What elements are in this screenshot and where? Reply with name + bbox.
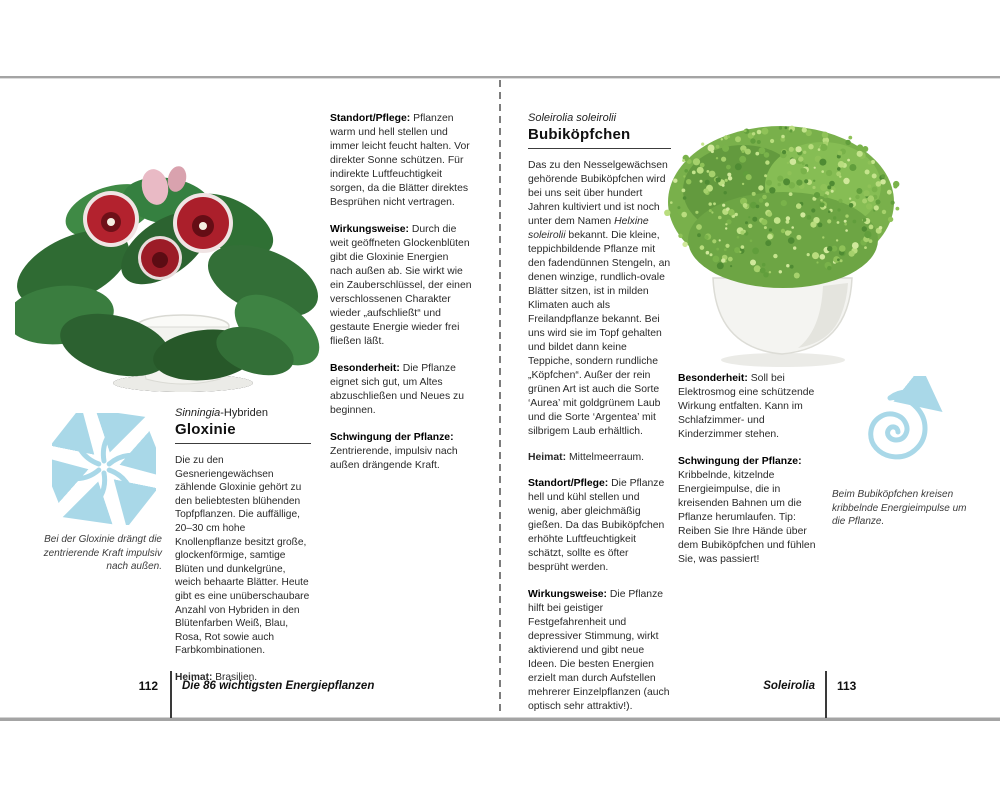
gloxinie-care-column xyxy=(330,112,473,486)
section-text: Die Pflanze hell und kühl stellen und wenig, aber gleichmäßig gießen. Da das Bubiköpfchen erhöhte Luftfeuchtigkeit schätzt, sollte es öfter besprüht werden. xyxy=(528,478,665,573)
center-fold-dashed-line xyxy=(499,80,501,716)
title-rule xyxy=(175,443,311,444)
section-text: Kribbelnde, kitzelnde Energieimpulse, die in kreisenden Bahnen um die Pflanze herumlaufen. Tip: Reiben Sie Ihre Hände über dem Bubiköpfchen und fühlen Sie, was passiert! xyxy=(678,470,816,565)
species-name: Soleirolia soleirolii xyxy=(528,112,617,124)
section-schwingung xyxy=(678,455,821,567)
section-label: Schwingung der Pflanze: xyxy=(678,456,802,467)
heimat-text: Brasilien. xyxy=(212,671,258,683)
gloxinie-article xyxy=(175,407,311,685)
gloxinia-photo xyxy=(15,83,320,398)
intro-paragraph: Die zu den Gesneriengewächsen zählende Gloxinie gehört zu den beliebtesten blühenden Topfpflanzen. Die auffällige, 20–30 cm hohe Knollenpflanze besitzt große, glockenförmige, samtige Blüten und dunkelgrüne, weich behaarte Blätter. Heute gibt es eine unüberschaubare Anzahl von Hybriden in den Blütenfarben Weiß, Blau, Rosa, Rot sowie auch Farbkombinationen. xyxy=(175,455,310,657)
intro-post: bekannt. Die kleine, teppichbildende Pflanze mit den fadendünnen Stengeln, an denen winzige, rundlich-ovale Blätter sitzen, ist in milden Klimaten auch als Freilandpflanze bekannt. Bei uns wird sie im Topf gehalten und bildet dann keine Teppiche, sondern rundliche „Köpfchen“. Außer der rein grünen Art ist auch die Sorte ‘Aurea’ mit goldgrünem Laub und die Sorte ‘Argentea’ mit silbrigem Laub erhältlich. xyxy=(528,230,671,437)
page-number-left: 112 xyxy=(138,679,158,693)
book-title-running-head: Die 86 wichtigsten Energiepflanzen xyxy=(182,680,375,692)
footer-rule-left xyxy=(170,671,172,718)
spiral-arrow-icon xyxy=(843,376,947,484)
section-text: Die Pflanze hilft bei geistiger Festgefahrenheit und depressiver Stimmung, wirkt aktivierend und gibt neue Ideen. Die besten Energien erzielt man durch Aufstellen mehrerer Einzelpflanzen (auch optisch sehr attraktiv!). xyxy=(528,589,670,712)
heimat-label: Heimat: xyxy=(528,452,567,463)
section-label: Standort/Pflege: xyxy=(528,478,609,489)
title-rule xyxy=(528,148,671,149)
intro-latin-name: Helxine soleirolii xyxy=(528,216,649,241)
section-text: Zentrierende, impulsiv nach außen drängende Kraft. xyxy=(330,446,458,471)
heimat-paragraph xyxy=(528,451,671,465)
section-label: Standort/Pflege: xyxy=(330,113,411,124)
section-text: Die Pflanze eignet sich gut, um Altes abzuschließen und Neues zu beginnen. xyxy=(330,363,465,416)
section-besonderheit xyxy=(330,362,473,418)
section-wirkungsweise xyxy=(330,223,473,349)
section-text: Durch die weit geöffneten Glockenblüten gibt die Gloxinie Energien nach außen ab. Sie wirkt wie ein Zauberschlüssel, der einen verschlossenen Charakter wieder „aufschließt“ und gestaute Energie wieder frei fließen läßt. xyxy=(330,224,472,347)
section-label: Besonderheit: xyxy=(678,373,748,384)
heimat-label: Heimat: xyxy=(175,671,213,683)
intro-pre: Das zu den Nesselgewächsen gehörende Bubiköpfchen wird bei uns seit über hundert Jahren kultiviert und ist noch unter dem Namen xyxy=(528,160,668,227)
footer-rule-right xyxy=(825,671,827,718)
section-text: Pflanzen warm und hell stellen und immer leicht feucht halten. Vor direkter Sonne schützen. Für indirekte Luftfeuchtigkeit sorgen, da die Blätter direktes Besprühen nicht vertragen. xyxy=(330,113,470,208)
page-top-edge xyxy=(0,76,1000,78)
intro-paragraph xyxy=(528,159,671,439)
right-margin-caption: Beim Bubiköpfchen kreisen kribbelnde Energieimpulse um die Pflanze. xyxy=(832,489,967,527)
species-genus: Sinningia xyxy=(175,407,221,419)
section-schwingung xyxy=(330,431,473,473)
section-besonderheit xyxy=(678,372,821,442)
pinwheel-arrows-icon xyxy=(52,413,156,525)
bubikoepfchen-care-column xyxy=(678,372,821,580)
left-margin-caption: Bei der Gloxinie drängt die zentrierende Kraft impulsiv nach außen. xyxy=(43,534,162,572)
page-number-right: 113 xyxy=(837,679,857,693)
section-standort-pflege xyxy=(528,477,671,575)
section-label: Schwingung der Pflanze: xyxy=(330,432,454,443)
bubikoepfchen-article xyxy=(528,112,671,727)
section-text: Soll bei Elektrosmog eine schützende Wirkung entfalten. Kann im Schlafzimmer- und Kinderzimmer stehen. xyxy=(678,373,815,440)
bubikoepfchen-photo xyxy=(663,120,903,370)
species-suffix: -Hybriden xyxy=(220,407,268,419)
section-standort-pflege xyxy=(330,112,473,210)
section-wirkungsweise xyxy=(528,588,671,714)
heimat-text: Mittelmeerraum. xyxy=(566,452,645,463)
section-label: Besonderheit: xyxy=(330,363,400,374)
chapter-running-head: Soleirolia xyxy=(763,680,815,692)
page-bottom-edge xyxy=(0,718,1000,721)
section-label: Wirkungsweise: xyxy=(528,589,608,600)
section-label: Wirkungsweise: xyxy=(330,224,410,235)
plant-title: Gloxinie xyxy=(175,421,236,438)
species-name xyxy=(175,407,311,419)
plant-title: Bubiköpfchen xyxy=(528,126,631,143)
